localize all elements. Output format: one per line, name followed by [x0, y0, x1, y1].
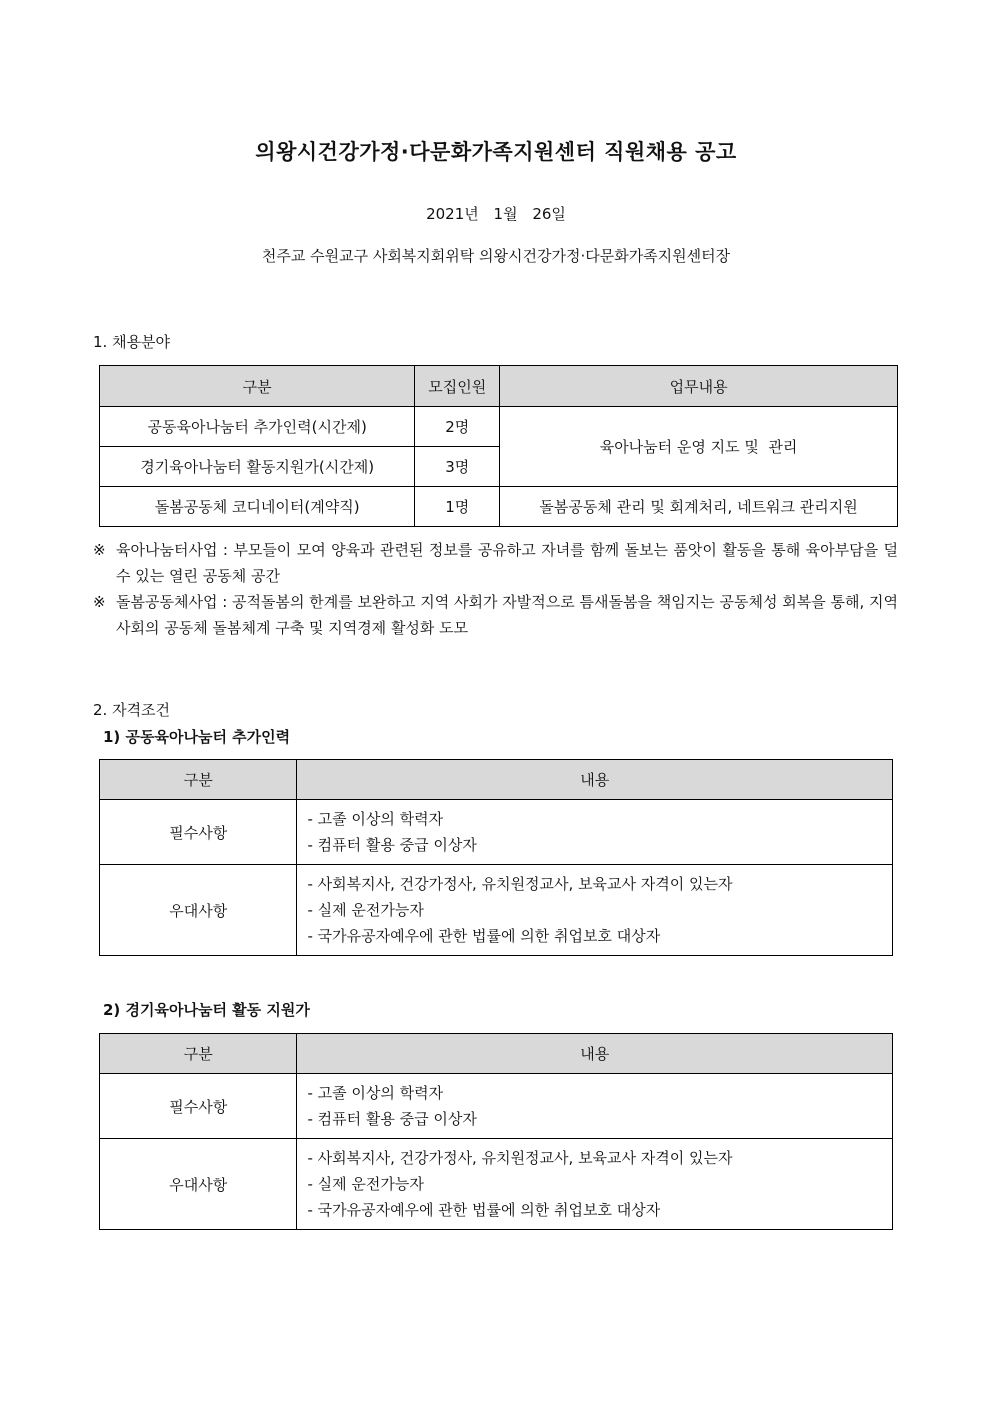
header-content: 내용: [297, 1034, 893, 1074]
note-text: 돌봄공동체사업 : 공적돌봄의 한계를 보완하고 지역 사회가 자발적으로 틈새돌봄을 책임지는 공동체성 회복을 통해, 지역 사회의 공동체 돌봄체계 구축 및 지역경제 활성화 도모: [116, 593, 898, 637]
list-item: - 고졸 이상의 학력자: [307, 1084, 444, 1102]
note-text: 육아나눔터사업 : 부모들이 모여 양육과 관련된 정보를 공유하고 자녀를 함께 돌보는 품앗이 활동을 통해 육아부담을 덜 수 있는 열린 공동체 공간: [116, 541, 898, 585]
announcement-date: 2021년 1월 26일: [426, 205, 566, 223]
header-category: 구분: [100, 366, 415, 407]
row-category: 공동육아나눔터 추가인력(시간제): [100, 407, 415, 447]
list-item: - 실제 운전가능자: [307, 901, 424, 919]
subsection-heading: 2) 경기육아나눔터 활동 지원가: [103, 1001, 310, 1019]
header-content: 내용: [297, 760, 893, 800]
header-duty: 업무내용: [500, 366, 898, 407]
header-category: 구분: [100, 1034, 297, 1074]
note-item: [93, 537, 898, 589]
table-header-row: [100, 366, 898, 407]
list-item: - 국가유공자예우에 관한 법률에 의한 취업보호 대상자: [307, 927, 661, 945]
list-item: - 실제 운전가능자: [307, 1175, 424, 1193]
required-label: 필수사항: [100, 800, 297, 865]
row-count: 3명: [415, 447, 500, 487]
qualification-table-2: [99, 1033, 893, 1230]
list-item: - 고졸 이상의 학력자: [307, 810, 444, 828]
note-item: [93, 589, 898, 641]
table-row: [100, 800, 893, 865]
table-row: [100, 407, 898, 447]
header-category: 구분: [100, 760, 297, 800]
preferred-content: [297, 865, 893, 956]
header-count: 모집인원: [415, 366, 500, 407]
section1-heading: 1. 채용분야: [93, 333, 171, 351]
table-header-row: [100, 760, 893, 800]
row-count: 1명: [415, 487, 500, 527]
table-header-row: [100, 1034, 893, 1074]
table-row: [100, 1139, 893, 1230]
section2-heading: 2. 자격조건: [93, 701, 171, 719]
required-content: [297, 1074, 893, 1139]
list-item: - 사회복지사, 건강가정사, 유치원정교사, 보육교사 자격이 있는자: [307, 875, 733, 893]
page-title: 의왕시건강가정·다문화가족지원센터 직원채용 공고: [255, 140, 737, 164]
preferred-label: 우대사항: [100, 1139, 297, 1230]
note-mark: ※: [93, 541, 106, 559]
note-mark: ※: [93, 593, 106, 611]
recruitment-table: [99, 365, 898, 527]
list-item: - 국가유공자예우에 관한 법률에 의한 취업보호 대상자: [307, 1201, 661, 1219]
row-category: 돌봄공동체 코디네이터(계약직): [100, 487, 415, 527]
table-row: [100, 1074, 893, 1139]
row-duty: 돌봄공동체 관리 및 회계처리, 네트워크 관리지원: [500, 487, 898, 527]
required-content: [297, 800, 893, 865]
preferred-content: [297, 1139, 893, 1230]
list-item: - 컴퓨터 활용 중급 이상자: [307, 836, 477, 854]
row-count: 2명: [415, 407, 500, 447]
row-duty-merged: 육아나눔터 운영 지도 및 관리: [500, 407, 898, 487]
row-category: 경기육아나눔터 활동지원가(시간제): [100, 447, 415, 487]
notes: [93, 537, 898, 641]
organization-name: 천주교 수원교구 사회복지회위탁 의왕시건강가정·다문화가족지원센터장: [261, 247, 731, 265]
subsection-heading: 1) 공동육아나눔터 추가인력: [103, 728, 291, 746]
preferred-label: 우대사항: [100, 865, 297, 956]
table-row: [100, 487, 898, 527]
required-label: 필수사항: [100, 1074, 297, 1139]
qualification-table-1: [99, 759, 893, 956]
list-item: - 컴퓨터 활용 중급 이상자: [307, 1110, 477, 1128]
list-item: - 사회복지사, 건강가정사, 유치원정교사, 보육교사 자격이 있는자: [307, 1149, 733, 1167]
table-row: [100, 865, 893, 956]
